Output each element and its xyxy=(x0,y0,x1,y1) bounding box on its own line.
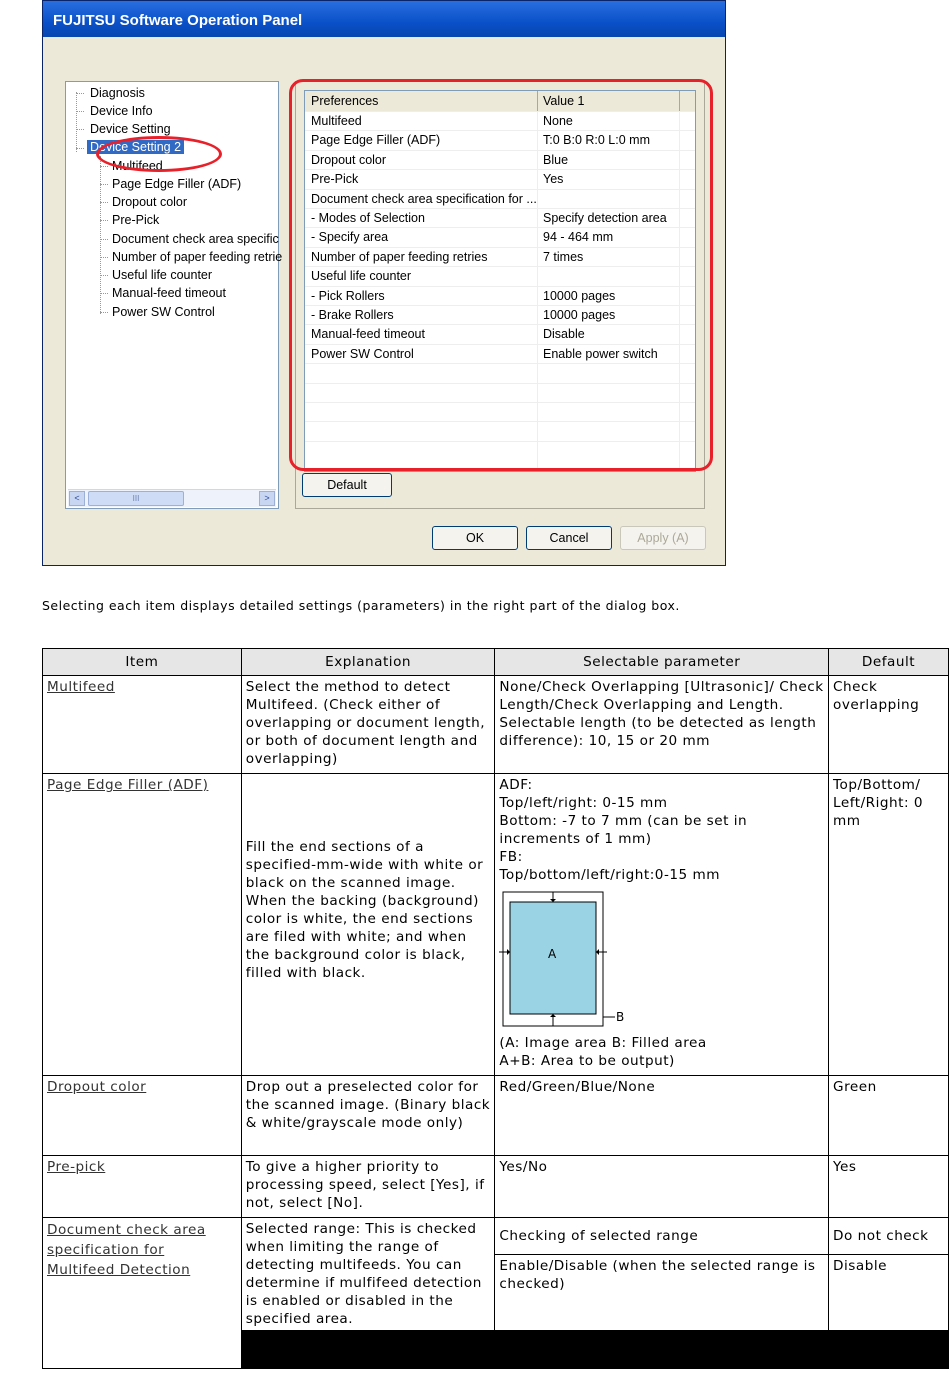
dropout-color-link[interactable]: Dropout color xyxy=(47,1079,147,1095)
cell-explanation xyxy=(241,774,495,1076)
grid-pref-label: - Brake Rollers xyxy=(311,308,394,322)
grid-value: Specify detection area xyxy=(543,211,667,225)
explanation-text: Fill the end sections of a specified-mm-wide with white or black on the scanned image. When the backing (background) color is white, the end sections are filed with white; and when the background color is black, filled with black. xyxy=(245,838,484,981)
grid-value: 94 - 464 mm xyxy=(543,230,614,245)
cell-parameter: Yes/No xyxy=(495,1156,829,1218)
table-row xyxy=(43,1218,949,1255)
tree-item-page-edge-filler[interactable]: Page Edge Filler (ADF) xyxy=(112,177,242,191)
cancel-button[interactable]: Cancel xyxy=(526,526,612,550)
scroll-thumb[interactable]: III xyxy=(88,491,184,506)
grid-pref-label: Manual-feed timeout xyxy=(311,327,425,342)
grid-value: Disable xyxy=(543,327,585,342)
scroll-right-icon[interactable]: > xyxy=(259,491,275,506)
grid-value: None xyxy=(543,114,573,128)
grid-pref-label: Dropout color xyxy=(311,152,387,167)
highlight-ellipse xyxy=(96,136,222,172)
param-line: FB: xyxy=(499,849,523,865)
table-row xyxy=(43,676,949,774)
table-row xyxy=(43,1156,949,1218)
cell-default: Disable xyxy=(829,1254,949,1330)
header-default: Default xyxy=(829,649,949,676)
apply-button[interactable]: Apply (A) xyxy=(620,526,706,550)
operation-panel-dialog xyxy=(42,0,726,566)
grid-header-value[interactable]: Value 1 xyxy=(543,94,585,108)
grid-value: 7 times xyxy=(543,249,584,264)
cell-parameter: Enable/Disable (when the selected range is checked) xyxy=(495,1254,829,1330)
tree-item-document-check-area[interactable]: Document check area specific xyxy=(112,232,279,246)
cell-default: Do not check xyxy=(829,1218,949,1255)
param-line: Top/bottom/left/right:0-15 mm xyxy=(499,867,720,883)
tree-item-manual-feed-timeout[interactable]: Manual-feed timeout xyxy=(112,286,226,300)
table-row xyxy=(43,1076,949,1156)
tree-item-device-setting-2[interactable]: Device Setting 2 xyxy=(87,140,184,154)
cell-default: Check overlapping xyxy=(829,676,949,774)
grid-pref-label: Pre-Pick xyxy=(311,172,359,187)
cell-parameter: Red/Green/Blue/None xyxy=(495,1076,829,1156)
black-bar xyxy=(241,1331,948,1369)
settings-tree xyxy=(65,81,283,509)
tree-item-pre-pick[interactable]: Pre-Pick xyxy=(112,213,160,227)
page-edge-filler-link[interactable]: Page Edge Filler (ADF) xyxy=(47,777,209,793)
default-button[interactable]: Default xyxy=(302,473,392,497)
grid-value: 10000 pages xyxy=(543,308,616,322)
param-line: Top/left/right: 0-15 mm xyxy=(499,795,668,811)
cell-explanation: Drop out a preselected color for the scanned image. (Binary black & white/grayscale mode only) xyxy=(241,1076,495,1156)
multifeed-link[interactable]: Multifeed xyxy=(47,679,115,695)
caption-text: Selecting each item displays detailed settings (parameters) in the right part of the dialog box. xyxy=(42,598,680,613)
grid-value: Yes xyxy=(543,172,564,187)
filled-area-diagram xyxy=(499,890,639,1030)
grid-header-preferences[interactable]: Preferences xyxy=(311,94,379,108)
tree-item-power-sw-control[interactable]: Power SW Control xyxy=(112,305,215,319)
diagram-label-a: A xyxy=(548,947,558,961)
tree-horizontal-scrollbar[interactable] xyxy=(68,489,276,507)
cell-default: Top/Bottom/ Left/Right: 0 mm xyxy=(829,774,949,1076)
param-line: Bottom: -7 to 7 mm (can be set in increments of 1 mm) xyxy=(499,813,748,847)
header-selectable-parameter: Selectable parameter xyxy=(495,649,829,676)
document-check-area-link[interactable]: Document check area specification for Multifeed Detection xyxy=(47,1222,206,1278)
cell-parameter: None/Check Overlapping [Ultrasonic]/ Check Length/Check Overlapping and Length. Selectable length (to be detected as length difference): 10, 15 or 20 mm xyxy=(495,676,829,774)
diagram-label-b: B xyxy=(616,1010,626,1024)
grid-pref-label: Page Edge Filler (ADF) xyxy=(311,133,441,148)
tree-item-multifeed[interactable]: Multifeed xyxy=(112,159,163,173)
grid-value: Blue xyxy=(543,152,569,167)
cell-explanation: To give a higher priority to processing speed, select [Yes], if not, select [No]. xyxy=(241,1156,495,1218)
tree-item-device-setting[interactable]: Device Setting xyxy=(90,122,171,136)
table-row xyxy=(43,774,949,1076)
cell-parameter: Checking of selected range xyxy=(495,1218,829,1255)
table-header-row xyxy=(43,649,949,676)
header-item: Item xyxy=(43,649,242,676)
grid-pref-label: Number of paper feeding retries xyxy=(311,249,488,264)
tree-item-paper-feeding-retries[interactable]: Number of paper feeding retrie xyxy=(112,250,283,264)
cell-explanation: Select the method to detect Multifeed. (Check either of overlapping or document length, or both of document length and overlapping) xyxy=(241,676,495,774)
grid-pref-label: - Modes of Selection xyxy=(311,211,425,225)
cell-parameter xyxy=(495,774,829,1076)
grid-pref-label: Useful life counter xyxy=(311,269,412,284)
grid-pref-label: Document check area specification for ... xyxy=(311,191,537,206)
dialog-title: FUJITSU Software Operation Panel xyxy=(43,1,725,37)
highlight-rectangle xyxy=(289,79,713,471)
header-explanation: Explanation xyxy=(241,649,495,676)
grid-value: T:0 B:0 R:0 L:0 mm xyxy=(543,133,650,148)
grid-pref-label: - Pick Rollers xyxy=(311,288,385,303)
pre-pick-link[interactable]: Pre-pick xyxy=(47,1159,106,1175)
cell-explanation: Selected range: This is checked when limiting the range of detecting multifeeds. You can determine if mulfifeed detection is enabled or disabled in the specified area. xyxy=(241,1218,495,1331)
grid-pref-label: Multifeed xyxy=(311,114,362,128)
ok-button[interactable]: OK xyxy=(432,526,518,550)
tree-item-dropout-color[interactable]: Dropout color xyxy=(112,195,188,209)
tree-item-diagnosis[interactable]: Diagnosis xyxy=(90,86,145,100)
grid-value: 10000 pages xyxy=(543,288,616,303)
grid-pref-label: - Specify area xyxy=(311,230,389,245)
param-line: A+B: Area to be output) xyxy=(499,1053,675,1069)
param-line: ADF: xyxy=(499,777,533,793)
cell-default: Green xyxy=(829,1076,949,1156)
tree-item-useful-life-counter[interactable]: Useful life counter xyxy=(112,268,213,282)
param-line: (A: Image area B: Filled area xyxy=(499,1035,707,1051)
grid-pref-label: Power SW Control xyxy=(311,346,414,361)
settings-table xyxy=(42,648,949,1369)
cell-default: Yes xyxy=(829,1156,949,1218)
grid-value: Enable power switch xyxy=(543,346,658,361)
scroll-left-icon[interactable]: < xyxy=(69,491,85,506)
tree-item-device-info[interactable]: Device Info xyxy=(90,104,153,118)
